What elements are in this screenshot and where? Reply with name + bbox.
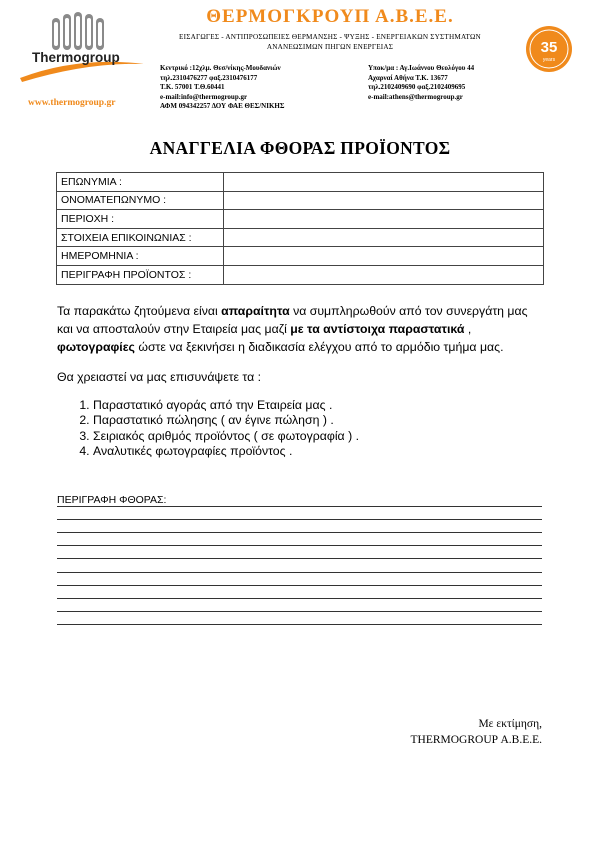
emphasis-text: απαραίτητα bbox=[221, 304, 290, 318]
text-run: , bbox=[464, 322, 472, 336]
field-value-region[interactable] bbox=[224, 210, 544, 229]
writing-line[interactable] bbox=[57, 572, 542, 573]
field-value-fullname[interactable] bbox=[224, 191, 544, 210]
field-label: ΠΕΡΙΟΧΗ : bbox=[57, 210, 224, 229]
instructions-paragraph bbox=[57, 302, 545, 356]
damage-description-label: ΠΕΡΙΓΡΑΦΗ ΦΘΟΡΑΣ: bbox=[57, 494, 167, 506]
emphasis-text: φωτογραφίες bbox=[57, 340, 135, 354]
closing-company: THERMOGROUP Α.Β.Ε.Ε. bbox=[410, 734, 542, 746]
writing-line[interactable] bbox=[57, 519, 542, 520]
company-subtitle bbox=[150, 32, 510, 52]
text-run: Τα παρακάτω ζητούμενα είναι bbox=[57, 304, 222, 318]
writing-line[interactable] bbox=[57, 545, 542, 546]
address-line: Αχαρναί Αθήνα Τ.Κ. 13677 bbox=[368, 73, 448, 82]
anniversary-badge-icon bbox=[524, 24, 574, 74]
attachments-list bbox=[57, 398, 359, 460]
logo-text: Thermogroup bbox=[32, 50, 120, 65]
writing-line[interactable] bbox=[57, 585, 542, 586]
badge-number: 35 bbox=[540, 39, 558, 56]
table-row bbox=[57, 247, 544, 266]
field-label: ΟΝΟΜΑΤΕΠΩΝΥΜΟ : bbox=[57, 191, 224, 210]
list-item: 4. Αναλυτικές φωτογραφίες προϊόντος . bbox=[93, 444, 359, 459]
field-value-company[interactable] bbox=[224, 173, 544, 192]
company-subtitle-line-2: ΑΝΑΝΕΩΣΙΜΩΝ ΠΗΓΩΝ ΕΝΕΡΓΕΙΑΣ bbox=[266, 43, 394, 51]
list-item: 1. Παραστατικό αγοράς από την Εταιρεία μας . bbox=[93, 398, 359, 413]
company-subtitle-line-1: ΕΙΣΑΓΩΓΕΣ - ΑΝΤΙΠΡΟΣΩΠΕΙΕΣ ΘΕΡΜΑΝΣΗΣ - ΨΥΞΗΣ - ΕΝΕΡΓΕΙΑΚΩΝ ΣΥΣΤΗΜΑΤΩΝ bbox=[179, 33, 481, 41]
closing-greeting: Με εκτίμηση, bbox=[478, 718, 542, 730]
writing-line[interactable] bbox=[57, 532, 542, 533]
table-row bbox=[57, 265, 544, 284]
address-line: τηλ.2310476277 φαξ.2310476177 bbox=[160, 73, 258, 82]
address-line: τηλ.2102409690 φαξ.2102409695 bbox=[368, 83, 466, 92]
writing-line[interactable] bbox=[57, 624, 542, 625]
text-run: ώστε να ξεκινήσει η διαδικασία ελέγχου από το αρμόδιο τμήμα μας. bbox=[134, 340, 504, 354]
address-line: ΑΦΜ 094342257 ΔΟΥ ΦΑΕ ΘΕΣ/ΝΙΚΗΣ bbox=[160, 102, 285, 111]
writing-line[interactable] bbox=[57, 611, 542, 612]
table-row bbox=[57, 228, 544, 247]
customer-info-table bbox=[56, 172, 544, 285]
table-row bbox=[57, 210, 544, 229]
address-line: e-mail:athens@thermogroup.gr bbox=[368, 92, 463, 101]
text-run: να συμπληρωθούν από τον συνεργάτη μας και να αποσταλούν στην Εταιρεία μας μαζί bbox=[57, 304, 528, 336]
address-headquarters bbox=[160, 64, 350, 112]
anniversary-badge bbox=[524, 24, 574, 74]
address-line: Υποκ/μα : Αγ.Ιωάννου Θεολόγου 44 bbox=[368, 64, 475, 72]
table-row bbox=[57, 191, 544, 210]
field-label: ΕΠΩΝΥΜΙΑ : bbox=[57, 173, 224, 192]
website-link[interactable]: www.thermogroup.gr bbox=[28, 98, 116, 108]
field-label: ΗΜΕΡΟΜΗΝΙΑ : bbox=[57, 247, 224, 266]
badge-text: years bbox=[542, 57, 556, 63]
field-value-product-description[interactable] bbox=[224, 265, 544, 284]
writing-line[interactable] bbox=[57, 506, 542, 507]
company-title: ΘΕΡΜΟΓΚΡΟΥΠ Α.Β.Ε.Ε. bbox=[206, 6, 454, 27]
address-branch bbox=[368, 64, 538, 102]
field-value-date[interactable] bbox=[224, 247, 544, 266]
field-value-contact[interactable] bbox=[224, 228, 544, 247]
page-title: ΑΝΑΓΓΕΛΙΑ ΦΘΟΡΑΣ ΠΡΟΪΟΝΤΟΣ bbox=[149, 138, 451, 158]
list-item: 2. Παραστατικό πώλησης ( αν έγινε πώληση ) . bbox=[93, 413, 359, 428]
field-label: ΣΤΟΙΧΕΙΑ ΕΠΙΚΟΙΝΩΝΙΑΣ : bbox=[57, 228, 224, 247]
emphasis-text: με τα αντίστοιχα παραστατικά bbox=[290, 322, 465, 336]
closing-signature bbox=[410, 716, 542, 748]
table-row bbox=[57, 173, 544, 192]
writing-line[interactable] bbox=[57, 598, 542, 599]
address-line: Τ.Κ. 57001 Τ.Θ.60441 bbox=[160, 83, 225, 92]
attachments-intro: Θα χρειαστεί να μας επισυνάψετε τα : bbox=[57, 370, 262, 384]
writing-line[interactable] bbox=[57, 558, 542, 559]
address-line: Κεντρικό :12χλμ. Θεσ/νίκης-Μουδανιών bbox=[160, 64, 281, 72]
field-label: ΠΕΡΙΓΡΑΦΗ ΠΡΟΪΟΝΤΟΣ : bbox=[57, 265, 224, 284]
list-item: 3. Σειριακός αριθμός προϊόντος ( σε φωτογραφία ) . bbox=[93, 429, 359, 444]
address-line: e-mail:info@thermogroup.gr bbox=[160, 92, 248, 101]
